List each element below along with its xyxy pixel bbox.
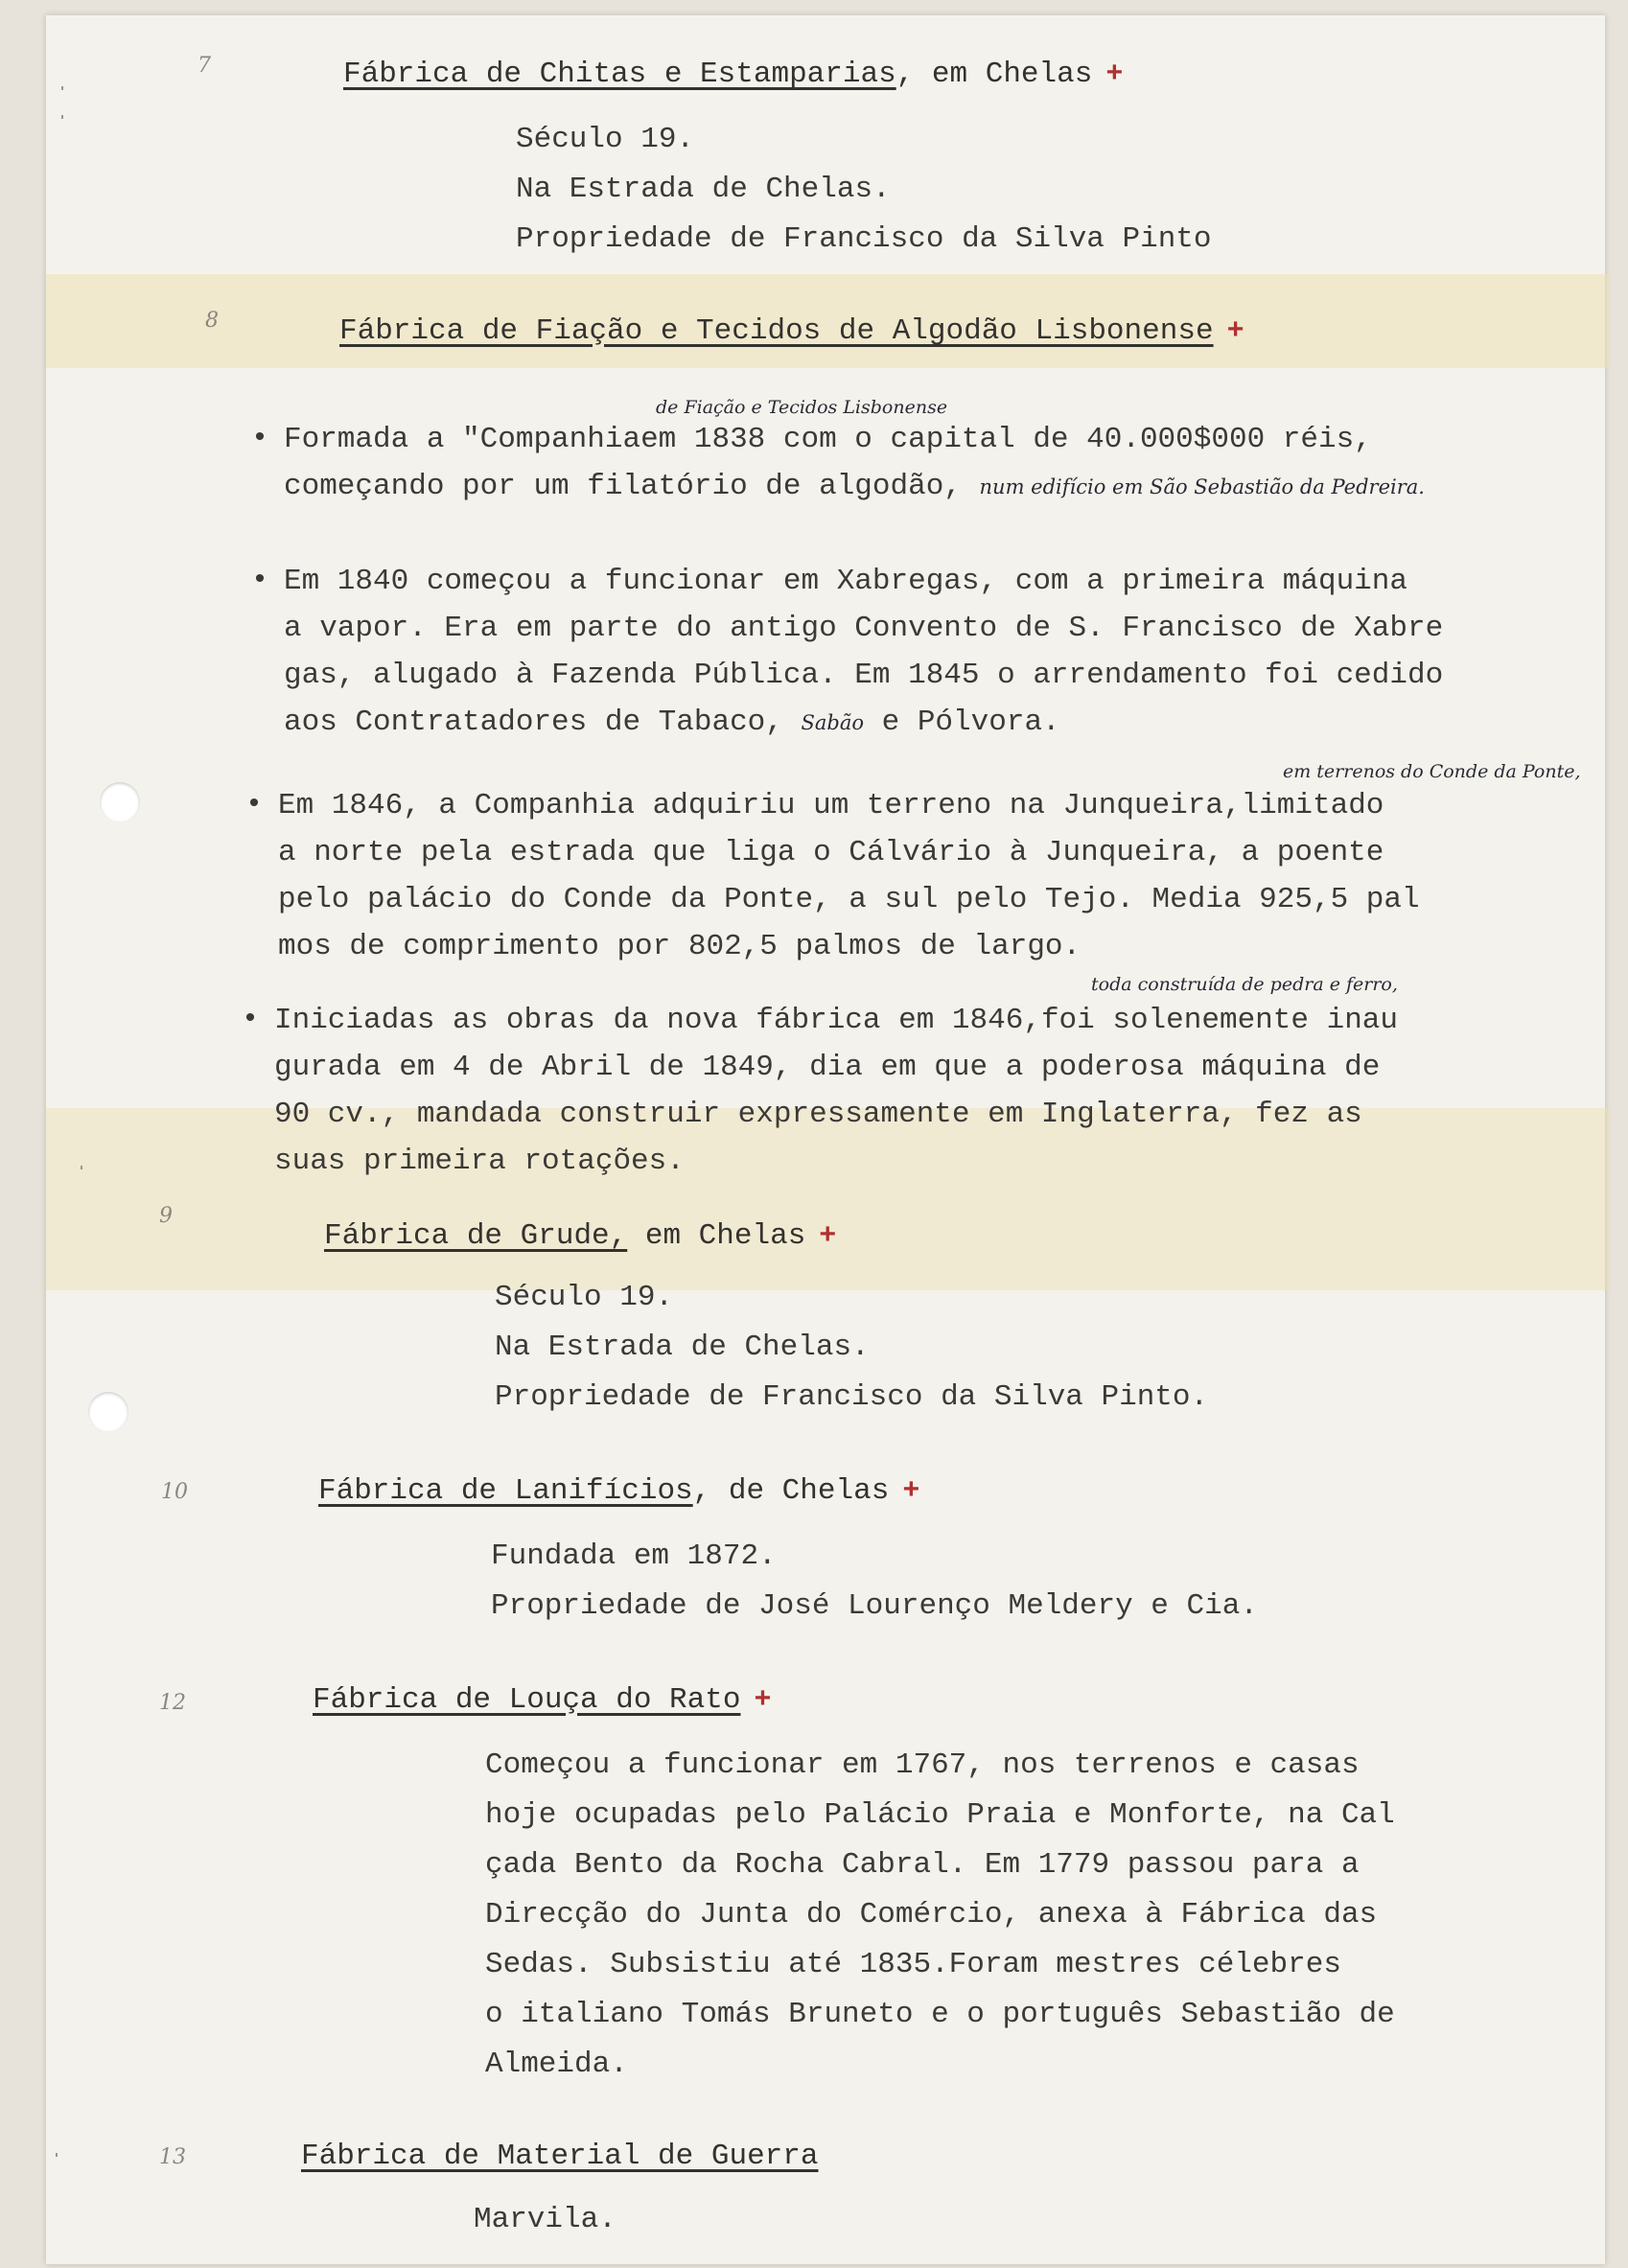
- cross-mark: +: [1105, 58, 1124, 91]
- body-line: Século 19.: [516, 123, 695, 156]
- bullet: •: [251, 423, 269, 455]
- entry-body: [495, 1273, 1208, 1423]
- handwritten-insert: num edifício em São Sebastião da Pedreira.: [979, 475, 1425, 498]
- entry-title-rest: em Chelas: [627, 1219, 806, 1253]
- cross-mark: +: [819, 1220, 837, 1253]
- body-line: Marvila.: [474, 2203, 616, 2236]
- entry-title: [339, 314, 1244, 348]
- punch-hole: [100, 782, 140, 822]
- bullet: •: [242, 1004, 260, 1036]
- handwritten-note: toda construída de pedra e ferro,: [1091, 974, 1398, 995]
- text: limitado: [1241, 789, 1384, 822]
- text: aos Contratadores de Tabaco,: [284, 706, 783, 739]
- bullet: •: [245, 789, 264, 822]
- entry-body: [491, 1532, 1258, 1632]
- entry-number: 8: [205, 309, 219, 333]
- entry-number: 10: [161, 1480, 188, 1504]
- entry-number: 7: [198, 54, 211, 78]
- cross-mark: +: [754, 1684, 772, 1717]
- handwritten-note: de Fiação e Tecidos Lisbonense: [656, 397, 948, 418]
- entry-title-rest: , em Chelas: [895, 58, 1093, 91]
- paragraph: [242, 997, 1398, 1185]
- entry-title-underlined: Fábrica de Louça do Rato: [313, 1683, 741, 1717]
- entry-body: [485, 1741, 1395, 2090]
- body-line: Fundada em 1872.: [491, 1539, 777, 1573]
- paragraph: [251, 558, 1444, 747]
- text: gas, alugado à Fazenda Pública. Em 1845 o arrendamento foi cedido: [284, 659, 1444, 692]
- body-line: Século 19.: [495, 1281, 674, 1314]
- entry-title-underlined: Fábrica de Material de Guerra: [301, 2140, 819, 2173]
- document-page: [46, 15, 1605, 2264]
- entry-title-underlined: Fábrica de Grude,: [324, 1219, 628, 1253]
- body-line: o italiano Tomás Bruneto e o português Sebastião de: [485, 1998, 1395, 2031]
- body-line: Começou a funcionar em 1767, nos terrenos e casas: [485, 1748, 1360, 1782]
- text: Em 1846, a Companhia adquiriu um terreno na Junqueira,: [278, 789, 1242, 822]
- bullet: •: [251, 565, 269, 597]
- text: gurada em 4 de Abril de 1849, dia em que a poderosa máquina de: [274, 1051, 1381, 1084]
- body-line: hoje ocupadas pelo Palácio Praia e Monforte, na Cal: [485, 1798, 1395, 1832]
- body-line: Propriedade de Francisco da Silva Pinto.: [495, 1380, 1209, 1414]
- handwritten-note: em terrenos do Conde da Ponte,: [1283, 761, 1581, 782]
- text: em 1838 com o capital de 40.000$000 réis,: [640, 423, 1372, 456]
- body-line: Propriedade de Francisco da Silva Pinto: [516, 222, 1212, 256]
- entry-title: [318, 1474, 919, 1508]
- text: mos de comprimento por 802,5 palmos de largo.: [278, 930, 1081, 963]
- text: Iniciadas as obras da nova fábrica em 1846,: [274, 1004, 1041, 1037]
- text: pelo palácio do Conde da Ponte, a sul pelo Tejo. Media 925,5 pal: [278, 883, 1420, 916]
- body-line: Direcção do Junta do Comércio, anexa à Fábrica das: [485, 1898, 1378, 1932]
- entry-title: [301, 2140, 819, 2173]
- entry-title: [324, 1219, 836, 1253]
- entry-number: 9: [159, 1204, 173, 1228]
- entry-body: [516, 115, 1212, 265]
- text: começando por um filatório de algodão,: [284, 470, 962, 503]
- entry-title-underlined: Fábrica de Fiação e Tecidos de Algodão Lisbonense: [339, 314, 1214, 348]
- entry-title-underlined: Fábrica de Lanifícios: [318, 1474, 693, 1508]
- entry-title: [343, 58, 1123, 91]
- paper-mark: [61, 115, 63, 119]
- entry-body: [474, 2195, 616, 2245]
- body-line: Sedas. Subsistiu até 1835.Foram mestres célebres: [485, 1948, 1341, 1981]
- entry-title: [313, 1683, 772, 1717]
- cross-mark: +: [902, 1475, 920, 1508]
- body-line: çada Bento da Rocha Cabral. Em 1779 passou para a: [485, 1848, 1360, 1882]
- handwritten-insert: Sabão: [801, 711, 865, 734]
- paper-mark: [56, 2153, 58, 2157]
- punch-hole: [88, 1392, 128, 1432]
- body-line: Propriedade de José Lourenço Meldery e Cia.: [491, 1589, 1258, 1623]
- text: Formada a "Companhia: [284, 423, 641, 456]
- text: foi solenemente inau: [1040, 1004, 1398, 1037]
- paragraph: [245, 782, 1420, 970]
- text: a vapor. Era em parte do antigo Convento de S. Francisco de Xabre: [284, 612, 1444, 645]
- cross-mark: +: [1226, 315, 1244, 348]
- body-line: Na Estrada de Chelas.: [516, 173, 891, 206]
- paragraph: [251, 416, 1425, 511]
- paper-mark: [81, 1166, 82, 1169]
- text: a norte pela estrada que liga o Cálvário à Junqueira, a poente: [278, 836, 1384, 869]
- entry-title-underlined: Fábrica de Chitas e Estamparias: [343, 58, 896, 91]
- entry-title-rest: , de Chelas: [692, 1474, 890, 1508]
- text: 90 cv., mandada construir expressamente em Inglaterra, fez as: [274, 1098, 1362, 1131]
- body-line: Almeida.: [485, 2048, 628, 2081]
- entry-number: 13: [159, 2145, 186, 2169]
- text: suas primeira rotações.: [274, 1145, 685, 1178]
- text: Em 1840 começou a funcionar em Xabregas, com a primeira máquina: [284, 565, 1407, 598]
- body-line: Na Estrada de Chelas.: [495, 1331, 870, 1364]
- text: e Pólvora.: [881, 706, 1060, 739]
- paper-mark: [61, 86, 63, 90]
- entry-number: 12: [159, 1691, 186, 1715]
